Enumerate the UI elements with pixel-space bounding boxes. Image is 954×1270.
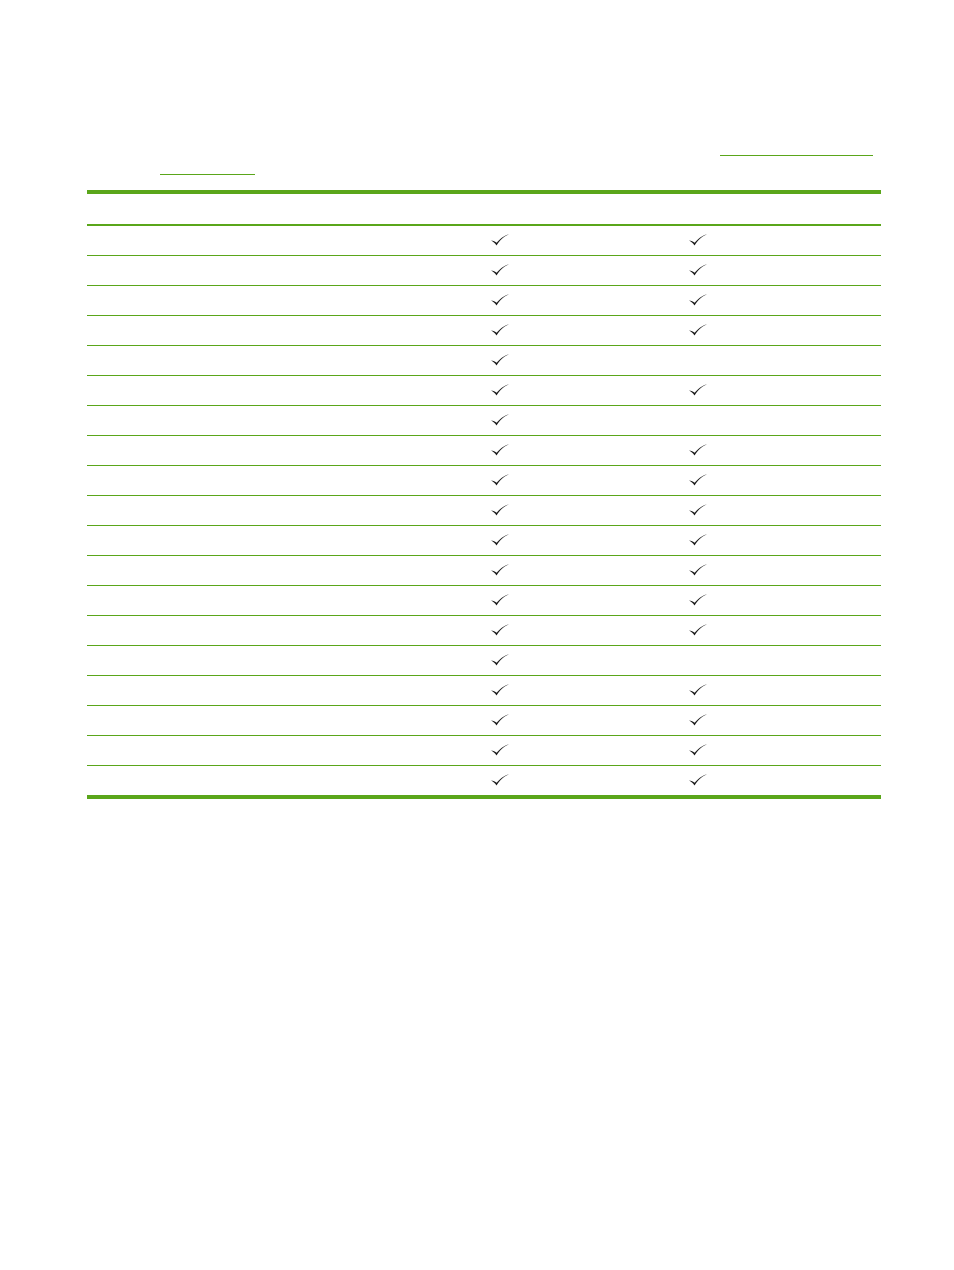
- col-3-cell: [680, 256, 881, 285]
- checkmark-icon: [490, 293, 510, 307]
- table-row: [87, 436, 881, 466]
- row-label-cell: [87, 436, 482, 465]
- checkmark-icon: [688, 383, 708, 397]
- col-3-cell: [680, 766, 881, 795]
- col-3-cell: [680, 676, 881, 705]
- row-label-cell: [87, 406, 482, 435]
- row-label-cell: [87, 766, 482, 795]
- col-2-cell: [482, 226, 680, 255]
- row-label-cell: [87, 256, 482, 285]
- col-2-cell: [482, 646, 680, 675]
- checkmark-icon: [688, 623, 708, 637]
- col-2-cell: [482, 706, 680, 735]
- table-row: [87, 646, 881, 676]
- table-row: [87, 286, 881, 316]
- checkmark-icon: [688, 473, 708, 487]
- row-label-cell: [87, 316, 482, 345]
- table-body: [87, 226, 881, 795]
- checkmark-icon: [490, 653, 510, 667]
- checkmark-icon: [490, 593, 510, 607]
- col-3-cell: [680, 616, 881, 645]
- table-row: [87, 706, 881, 736]
- table-row: [87, 526, 881, 556]
- header-cell-2: [482, 194, 680, 224]
- col-2-cell: [482, 316, 680, 345]
- col-3-cell: [680, 526, 881, 555]
- checkmark-icon: [688, 503, 708, 517]
- col-3-cell: [680, 706, 881, 735]
- col-3-cell: [680, 466, 881, 495]
- col-2-cell: [482, 676, 680, 705]
- table-row: [87, 736, 881, 766]
- table-bottom-rule: [87, 795, 881, 799]
- row-label-cell: [87, 556, 482, 585]
- checkmark-icon: [490, 233, 510, 247]
- col-3-cell: [680, 346, 881, 375]
- row-label-cell: [87, 586, 482, 615]
- col-3-cell: [680, 316, 881, 345]
- checkmark-icon: [688, 263, 708, 277]
- table-row: [87, 556, 881, 586]
- col-2-cell: [482, 766, 680, 795]
- table-row: [87, 676, 881, 706]
- col-2-cell: [482, 736, 680, 765]
- row-label-cell: [87, 706, 482, 735]
- checkmark-icon: [688, 743, 708, 757]
- link-underline-1[interactable]: [720, 155, 873, 156]
- table-row: [87, 466, 881, 496]
- table-row: [87, 346, 881, 376]
- row-label-cell: [87, 346, 482, 375]
- table-row: [87, 376, 881, 406]
- col-2-cell: [482, 526, 680, 555]
- checkmark-icon: [688, 443, 708, 457]
- row-label-cell: [87, 676, 482, 705]
- table-row: [87, 226, 881, 256]
- table-row: [87, 766, 881, 795]
- checkmark-icon: [490, 413, 510, 427]
- table-row: [87, 586, 881, 616]
- checkmark-icon: [688, 323, 708, 337]
- checkmark-icon: [688, 773, 708, 787]
- checkmark-icon: [490, 683, 510, 697]
- checkmark-icon: [688, 713, 708, 727]
- header-cell-3: [680, 194, 881, 224]
- checkmark-icon: [490, 623, 510, 637]
- checkmark-icon: [490, 533, 510, 547]
- checkmark-icon: [490, 263, 510, 277]
- col-3-cell: [680, 376, 881, 405]
- row-label-cell: [87, 526, 482, 555]
- col-3-cell: [680, 556, 881, 585]
- checkmark-icon: [490, 473, 510, 487]
- row-label-cell: [87, 376, 482, 405]
- row-label-cell: [87, 646, 482, 675]
- checkmark-icon: [688, 233, 708, 247]
- checkmark-icon: [490, 743, 510, 757]
- row-label-cell: [87, 466, 482, 495]
- table-row: [87, 256, 881, 286]
- col-2-cell: [482, 376, 680, 405]
- table-row: [87, 616, 881, 646]
- col-2-cell: [482, 286, 680, 315]
- checkmark-icon: [490, 503, 510, 517]
- checkmark-icon: [490, 773, 510, 787]
- col-3-cell: [680, 436, 881, 465]
- checkmark-icon: [490, 323, 510, 337]
- checkmark-icon: [490, 443, 510, 457]
- col-3-cell: [680, 406, 881, 435]
- checkmark-icon: [688, 293, 708, 307]
- col-2-cell: [482, 436, 680, 465]
- checkmark-icon: [688, 563, 708, 577]
- col-2-cell: [482, 496, 680, 525]
- col-2-cell: [482, 466, 680, 495]
- col-2-cell: [482, 586, 680, 615]
- col-2-cell: [482, 346, 680, 375]
- header-cell-1: [87, 194, 482, 224]
- col-2-cell: [482, 406, 680, 435]
- table-row: [87, 496, 881, 526]
- row-label-cell: [87, 496, 482, 525]
- col-3-cell: [680, 586, 881, 615]
- row-label-cell: [87, 616, 482, 645]
- row-label-cell: [87, 226, 482, 255]
- checkmark-icon: [490, 563, 510, 577]
- table-row: [87, 406, 881, 436]
- col-3-cell: [680, 736, 881, 765]
- col-3-cell: [680, 496, 881, 525]
- checkmark-icon: [688, 683, 708, 697]
- checkmark-icon: [688, 533, 708, 547]
- col-2-cell: [482, 256, 680, 285]
- col-3-cell: [680, 286, 881, 315]
- col-3-cell: [680, 646, 881, 675]
- table-row: [87, 316, 881, 346]
- checkmark-icon: [490, 713, 510, 727]
- row-label-cell: [87, 736, 482, 765]
- checkmark-icon: [688, 593, 708, 607]
- col-2-cell: [482, 556, 680, 585]
- row-label-cell: [87, 286, 482, 315]
- link-underline-2[interactable]: [160, 174, 255, 175]
- table-header-row: [87, 194, 881, 226]
- checkmark-icon: [490, 353, 510, 367]
- col-3-cell: [680, 226, 881, 255]
- checkmark-icon: [490, 383, 510, 397]
- support-table: [87, 190, 881, 799]
- col-2-cell: [482, 616, 680, 645]
